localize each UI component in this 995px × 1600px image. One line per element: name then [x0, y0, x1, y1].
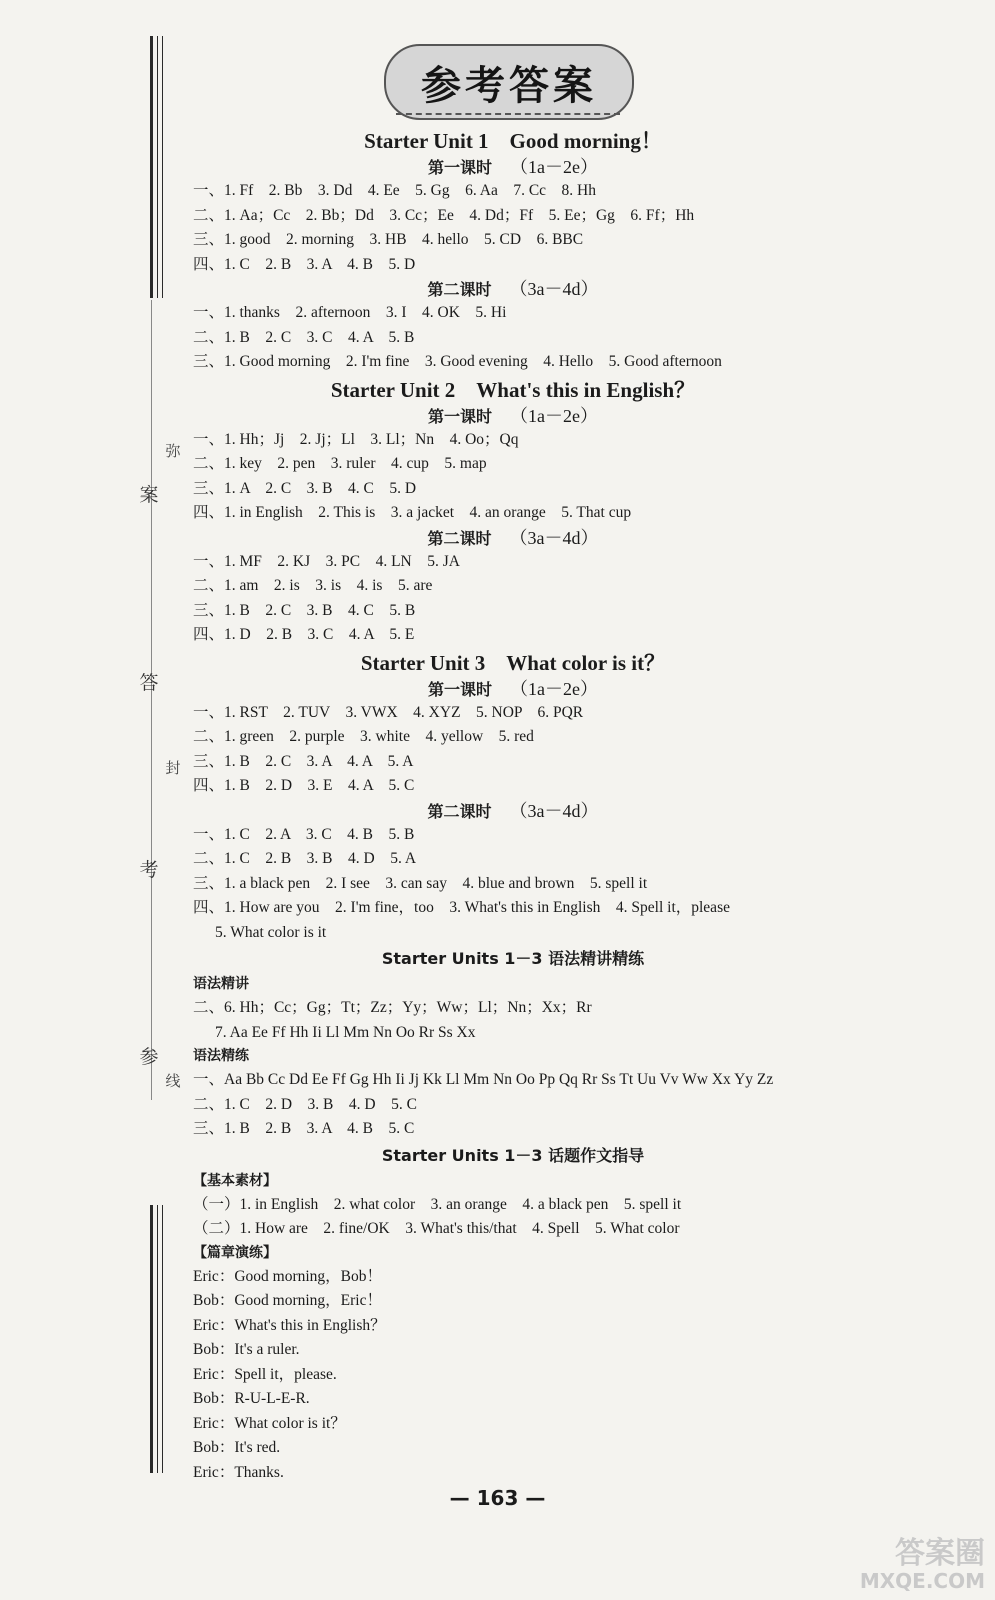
section-title: Starter Units 1－3 话题作文指导: [381, 1145, 645, 1165]
answer-row: 一、1. Ff 2. Bb 3. Dd 4. Ee 5. Gg 6. Aa 7. Cc 8. Hh: [193, 182, 596, 199]
answer-row-indented: 5. What color is it: [215, 923, 327, 941]
answer-row: Eric：What color is it？: [193, 1414, 346, 1432]
banner-underline: [396, 113, 620, 115]
lesson-range: （1a－2e）: [510, 157, 598, 177]
answer-row: 二、1. C 2. B 3. B 4. D 5. A: [193, 850, 417, 867]
lesson-header: [193, 277, 833, 301]
subsection-label: 语法精讲: [193, 976, 249, 992]
unit-title: Starter Unit 2 What's this in English？: [330, 377, 696, 402]
lesson-range: （3a－4d）: [509, 279, 599, 299]
answer-row: 三、1. a black pen 2. I see 3. can say 4. blue and brown 5. spell it: [193, 874, 648, 892]
binding-line-top-3: [162, 36, 163, 298]
gutter-char-feng: 封: [165, 759, 181, 777]
answer-row: Bob：Good morning，Eric！: [193, 1292, 382, 1309]
answer-row: 一、Aa Bb Cc Dd Ee Ff Gg Hh Ii Jj Kk Ll Mm Nn Oo Pp Qq Rr Ss Tt Uu Vv Ww Xx Yy Zz: [193, 1071, 774, 1088]
answer-row: 四、1. C 2. B 3. A 4. B 5. D: [193, 255, 416, 273]
binding-line-top-1: [150, 36, 153, 298]
lesson-header: [193, 526, 833, 550]
answer-row: 一、1. RST 2. TUV 3. VWX 4. XYZ 5. NOP 6. PQR: [193, 703, 584, 721]
answer-banner: [384, 44, 634, 120]
answer-row-indented: 7. Aa Ee Ff Hh Ii Ll Mm Nn Oo Rr Ss Xx: [215, 1023, 476, 1041]
answer-row: Eric：Thanks.: [193, 1463, 284, 1481]
answer-row: 三、1. Good morning 2. I'm fine 3. Good evening 4. Hello 5. Good afternoon: [193, 353, 722, 370]
answer-row: Bob：It's a ruler.: [193, 1341, 300, 1358]
gutter-char-da: 答: [139, 672, 159, 694]
section-title: Starter Units 1－3 语法精讲精练: [381, 949, 645, 968]
answer-row: 三、1. good 2. morning 3. HB 4. hello 5. CD 6. BBC: [193, 231, 584, 248]
page-number: — 163 —: [449, 1486, 546, 1510]
answer-row: 三、1. B 2. C 3. B 4. C 5. B: [193, 601, 416, 619]
binding-line-bottom-1: [150, 1205, 153, 1473]
answer-row: 二、1. B 2. C 3. C 4. A 5. B: [193, 328, 415, 346]
answer-row: 二、6. Hh；Cc；Gg；Tt；Zz；Yy；Ww；Ll；Nn；Xx；Rr: [193, 999, 592, 1016]
answer-row: 三、1. B 2. B 3. A 4. B 5. C: [193, 1120, 415, 1137]
answer-row: 二、1. C 2. D 3. B 4. D 5. C: [193, 1095, 417, 1113]
watermark-line-2: MXQE.COM: [859, 1569, 985, 1593]
answer-row: Eric：Spell it，please.: [193, 1365, 337, 1383]
gutter-char-xian: 线: [165, 1072, 181, 1090]
answer-row: Eric：Good morning，Bob！: [193, 1267, 382, 1285]
lesson-name: 第一课时: [428, 158, 493, 177]
lesson-range: （1a－2e）: [510, 678, 598, 699]
answer-row: （一）1. in English 2. what color 3. an orange 4. a black pen 5. spell it: [193, 1195, 682, 1213]
gutter-char-an: 案: [139, 484, 159, 506]
watermark-logo: [820, 1538, 985, 1594]
unit-title: Starter Unit 1 Good morning！: [364, 129, 662, 153]
lesson-header: [193, 404, 833, 428]
answer-row: 一、1. thanks 2. afternoon 3. I 4. OK 5. Hi: [193, 304, 507, 321]
answer-row: Bob：It's red.: [193, 1439, 281, 1456]
answer-row: 四、1. D 2. B 3. C 4. A 5. E: [193, 626, 415, 643]
watermark-line-1: 答案圈: [895, 1536, 985, 1571]
unit-title: Starter Unit 3 What color is it？: [360, 650, 666, 675]
answer-content: [193, 126, 833, 1485]
answer-row: 四、1. How are you 2. I'm fine，too 3. What's this in English 4. Spell it，please: [193, 899, 730, 916]
gutter-char-can: 参: [139, 1046, 159, 1068]
answer-row: 一、1. Hh；Jj 2. Jj；Ll 3. Ll；Nn 4. Oo；Qq: [193, 430, 519, 448]
answer-row: 四、1. in English 2. This is 3. a jacket 4. an orange 5. That cup: [193, 504, 632, 521]
answer-row: 二、1. Aa；Cc 2. Bb；Dd 3. Cc；Ee 4. Dd；Ff 5. Ee；Gg 6. Ff；Hh: [193, 206, 695, 224]
answer-row: 二、1. green 2. purple 3. white 4. yellow 5. red: [193, 728, 534, 745]
answer-row: 三、1. B 2. C 3. A 4. A 5. A: [193, 752, 414, 770]
subsection-label: 语法精练: [193, 1048, 249, 1064]
gutter-char-mi: 弥: [165, 442, 181, 460]
gutter-char-kao: 考: [139, 859, 159, 881]
lesson-name: 第一课时: [428, 679, 493, 699]
lesson-range: （1a－2e）: [510, 405, 598, 426]
answer-row: Bob：R-U-L-E-R.: [193, 1390, 310, 1407]
answer-row: 二、1. am 2. is 3. is 4. is 5. are: [193, 577, 433, 594]
lesson-name: 第一课时: [428, 406, 493, 426]
answer-row: 三、1. A 2. C 3. B 4. C 5. D: [193, 479, 417, 497]
lesson-name: 第二课时: [427, 801, 492, 821]
lesson-header: [193, 677, 833, 701]
lesson-name: 第二课时: [427, 528, 492, 548]
lesson-range: （3a－4d）: [509, 527, 599, 548]
subsection-label: 【基本素材】: [193, 1172, 277, 1189]
binding-line-bottom-3: [162, 1205, 163, 1473]
answer-row: 四、1. B 2. D 3. E 4. A 5. C: [193, 777, 415, 794]
answer-row: （二）1. How are 2. fine/OK 3. What's this/that 4. Spell 5. What color: [193, 1220, 680, 1237]
answer-row: 一、1. C 2. A 3. C 4. B 5. B: [193, 825, 415, 843]
banner-title: 参考答案: [421, 62, 597, 109]
binding-line-bottom-2: [157, 1205, 158, 1473]
answer-row: 一、1. MF 2. KJ 3. PC 4. LN 5. JA: [193, 552, 460, 570]
lesson-header: [193, 155, 833, 179]
lesson-name: 第二课时: [427, 280, 492, 299]
binding-line-top-2: [157, 36, 158, 298]
lesson-header: [193, 799, 833, 823]
answer-row: 二、1. key 2. pen 3. ruler 4. cup 5. map: [193, 455, 487, 472]
binding-line-cut: [151, 300, 152, 1100]
answer-row: Eric：What's this in English？: [193, 1316, 386, 1334]
lesson-range: （3a－4d）: [509, 800, 599, 821]
subsection-label: 【篇章演练】: [193, 1244, 277, 1261]
